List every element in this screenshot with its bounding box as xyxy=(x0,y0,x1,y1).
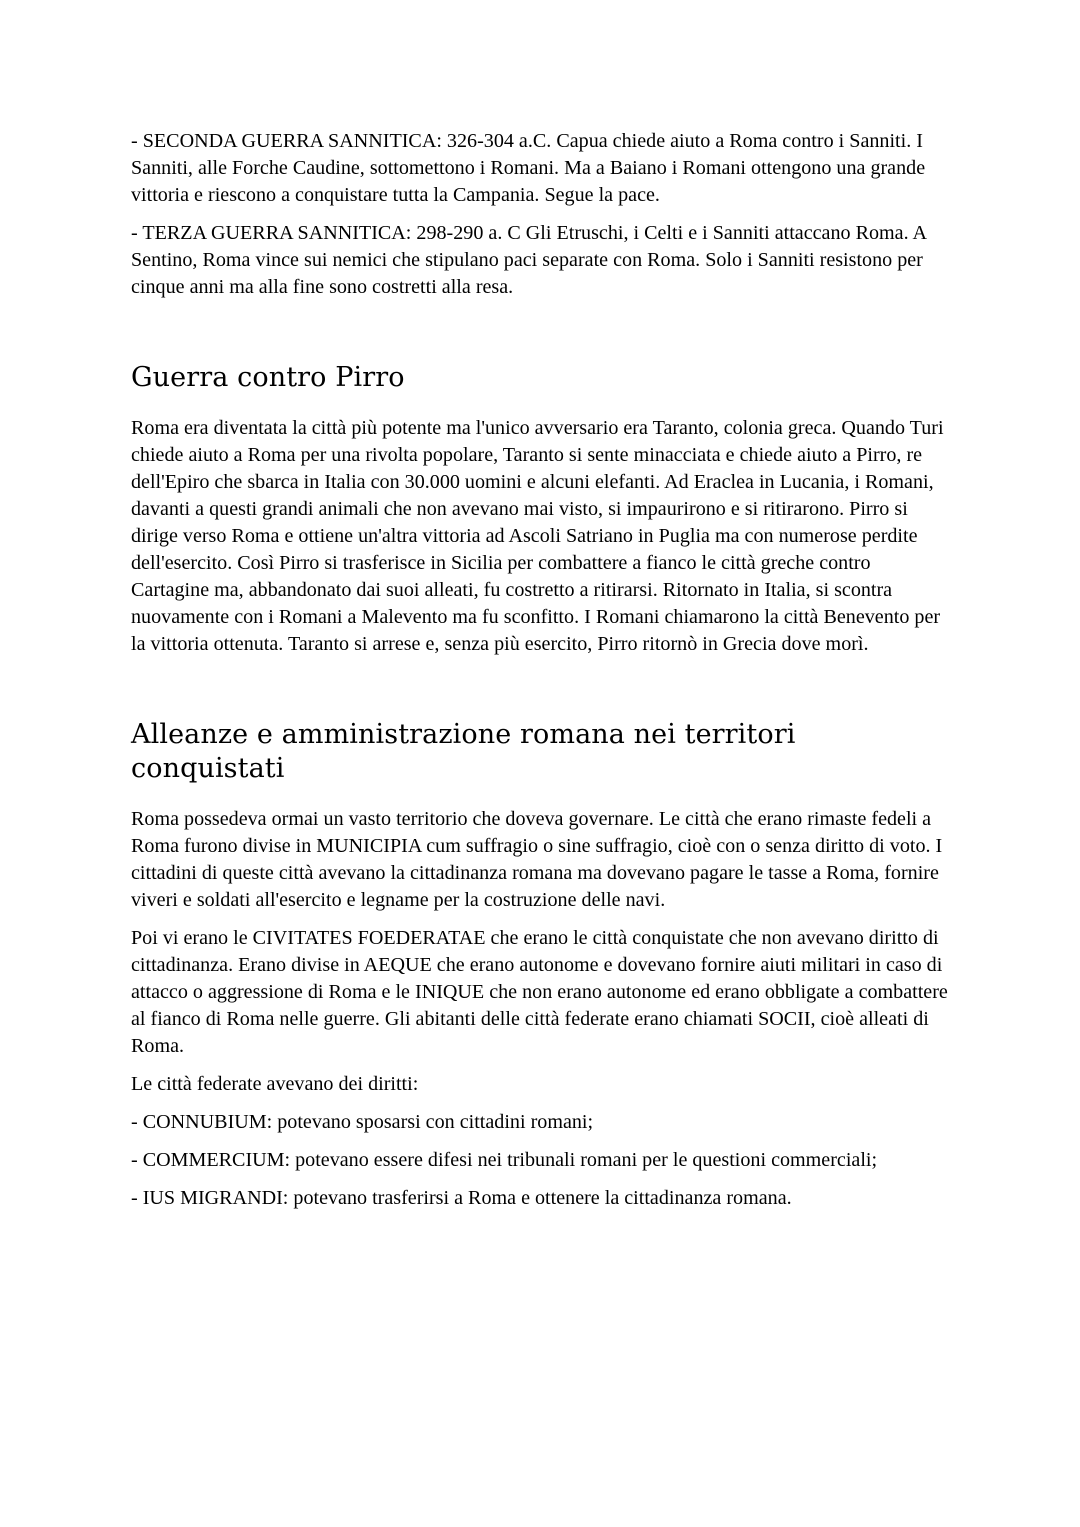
heading-guerra-contro-pirro: Guerra contro Pirro xyxy=(131,362,405,393)
paragraph-seconda-guerra-sannitica: - SECONDA GUERRA SANNITICA: 326-304 a.C. Capua chiede aiuto a Roma contro i Sanniti. I Sanniti, alle Forche Caudine, sottomettono i Romani. Ma a Baiano i Romani ottengono una grande vittoria e riescono a conquistare tutta la Campania. Segue la pace. xyxy=(131,130,926,206)
paragraph-terza-guerra-sannitica: - TERZA GUERRA SANNITICA: 298-290 a. C Gli Etruschi, i Celti e i Sanniti attaccano Roma. A Sentino, Roma vince sui nemici che stipulano paci separate con Roma. Solo i Sanniti resistono per cinque anni ma alla fine sono costretti alla resa. xyxy=(131,222,926,298)
document-page xyxy=(131,128,953,1212)
paragraph-civitates-foederatae: Poi vi erano le CIVITATES FOEDERATAE che erano le città conquistate che non avevano diritto di cittadinanza. Erano divise in AEQUE che erano autonome e dovevano fornire aiuti militari in caso di attacco o aggressione di Roma e le INIQUE che non erano autonome ed erano obbligate a combattere al fianco di Roma nelle guerre. Gli abitanti delle città federate erano chiamati SOCII, cioè alleati di Roma. xyxy=(131,927,948,1057)
list-item-ius-migrandi: - IUS MIGRANDI: potevano trasferirsi a Roma e ottenere la cittadinanza romana. xyxy=(131,1187,792,1209)
paragraph-diritti-intro: Le città federate avevano dei diritti: xyxy=(131,1073,419,1095)
paragraph-municipia: Roma possedeva ormai un vasto territorio che doveva governare. Le città che erano rimaste fedeli a Roma furono divise in MUNICIPIA cum suffragio o sine suffragio, cioè con o senza diritto di voto. I cittadini di queste città avevano la cittadinanza romana ma dovevano pagare le tasse a Roma, fornire viveri e soldati all'esercito e legname per la costruzione delle navi. xyxy=(131,808,943,911)
heading-alleanze-amministrazione: Alleanze e amministrazione romana nei territori conquistati xyxy=(131,719,796,784)
paragraph-pirro: Roma era diventata la città più potente ma l'unico avversario era Taranto, colonia greca. Quando Turi chiede aiuto a Roma per una rivolta popolare, Taranto si sente minacciata e chiede aiuto a Pirro, re dell'Epiro che sbarca in Italia con 30.000 uomini e alcuni elefanti. Ad Eraclea in Lucania, i Romani, davanti a questi grandi animali che non avevano mai visto, si impaurirono e si ritirarono. Pirro si dirige verso Roma e ottiene un'altra vittoria ad Ascoli Satriano in Puglia ma con numerose perdite dell'esercito. Così Pirro si trasferisce in Sicilia per combattere a fianco le città greche contro Cartagine ma, abbandonato dai suoi alleati, fu costretto a ritirarsi. Ritornato in Italia, si scontra nuovamente con i Romani a Malevento ma fu sconfitto. I Romani chiamarono la città Benevento per la vittoria ottenuta. Taranto si arrese e, senza più esercito, Pirro ritornò in Grecia dove morì. xyxy=(131,417,944,655)
list-item-commercium: - COMMERCIUM: potevano essere difesi nei tribunali romani per le questioni commerciali; xyxy=(131,1149,878,1171)
list-item-connubium: - CONNUBIUM: potevano sposarsi con cittadini romani; xyxy=(131,1111,594,1133)
